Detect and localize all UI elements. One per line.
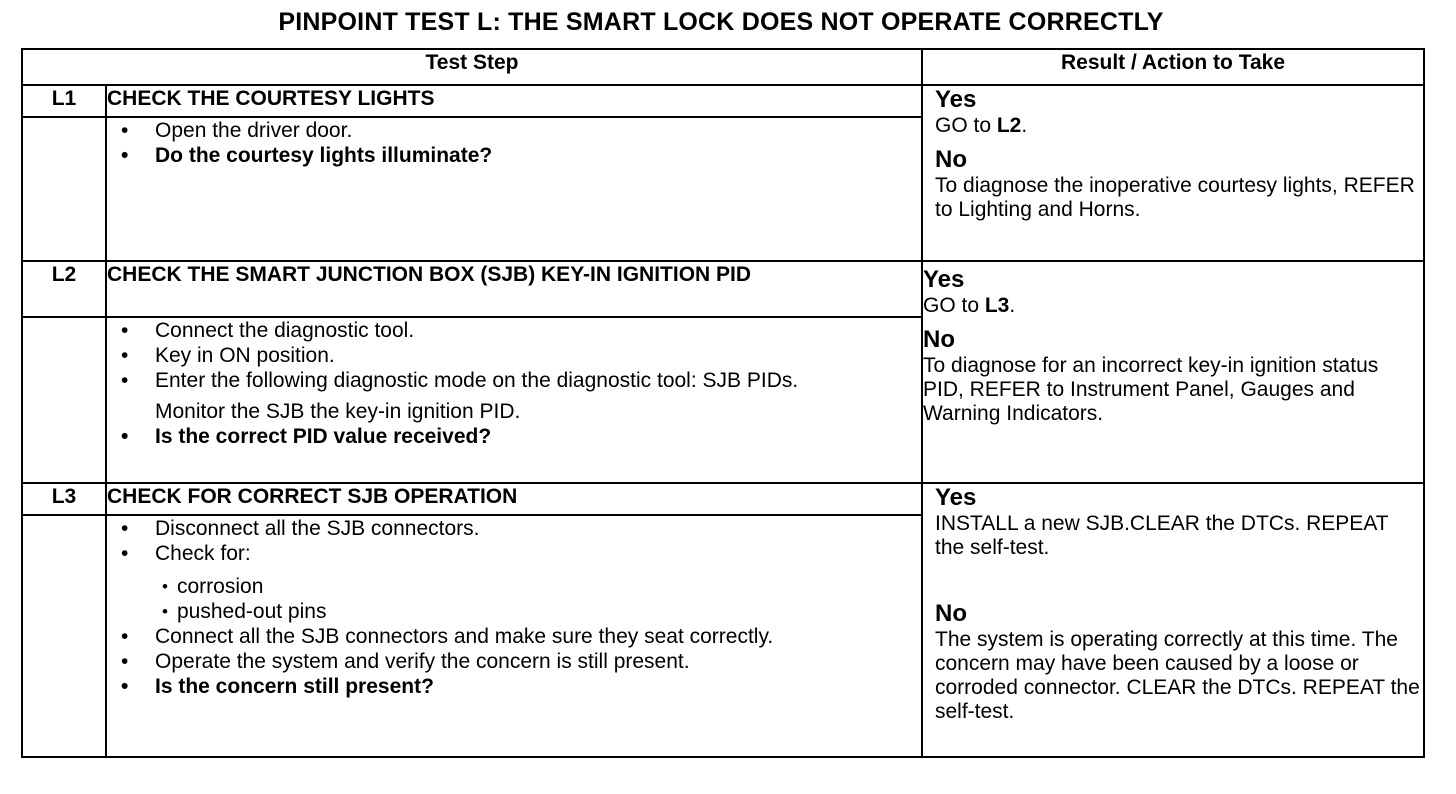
list-item-question: • Is the correct PID value received? xyxy=(107,424,921,449)
no-label: No xyxy=(935,600,967,627)
step-id: L3 xyxy=(22,483,106,515)
sub-list-item: • pushed-out pins xyxy=(107,599,921,624)
step-id-blank xyxy=(22,117,106,261)
step-body xyxy=(106,317,922,483)
no-action: To diagnose for an incorrect key-in ignition status PID, REFER to Instrument Panel, Gauges and Warning Indicators. xyxy=(923,354,1379,425)
step-note: Monitor the SJB the key-in ignition PID. xyxy=(155,400,521,423)
list-item-question: • Do the courtesy lights illuminate? xyxy=(107,143,921,168)
step-l3-title-row xyxy=(22,483,1424,515)
list-item: • Disconnect all the SJB connectors. xyxy=(107,516,921,541)
step-l1-result xyxy=(922,85,1424,261)
header-result-action: Result / Action to Take xyxy=(922,49,1424,85)
step-body xyxy=(106,515,922,757)
no-label: No xyxy=(923,326,955,353)
step-title: CHECK FOR CORRECT SJB OPERATION xyxy=(106,483,922,515)
list-item: • Connect all the SJB connectors and make sure they seat correctly. xyxy=(107,624,921,649)
yes-label: Yes xyxy=(935,86,977,113)
list-item: • Operate the system and verify the concern is still present. xyxy=(107,649,921,674)
no-label: No xyxy=(935,146,967,173)
step-id-blank xyxy=(22,317,106,483)
no-action: The system is operating correctly at this time. The concern may have been caused by a loose or corroded connector. CLEAR the DTCs. REPEAT the self-test. xyxy=(935,628,1420,723)
list-item: • Key in ON position. xyxy=(107,343,921,368)
no-action: To diagnose the inoperative courtesy lights, REFER to Lighting and Horns. xyxy=(935,174,1415,221)
yes-action-ref: L2 xyxy=(996,114,1022,137)
yes-action-text: GO to xyxy=(935,114,997,137)
yes-action: INSTALL a new SJB.CLEAR the DTCs. REPEAT the self-test. xyxy=(935,512,1389,559)
step-title: CHECK THE COURTESY LIGHTS xyxy=(106,85,922,117)
yes-label: Yes xyxy=(935,484,977,511)
yes-action-text: GO to xyxy=(923,294,985,317)
step-l3-result xyxy=(922,483,1424,757)
step-id: L2 xyxy=(22,261,106,317)
sub-list-item: • corrosion xyxy=(107,574,921,599)
step-l1-title-row xyxy=(22,85,1424,117)
yes-label: Yes xyxy=(923,266,965,293)
list-item: • Connect the diagnostic tool. xyxy=(107,318,921,343)
yes-action xyxy=(923,294,1423,318)
step-l2-title-row xyxy=(22,261,1424,317)
pinpoint-test-table xyxy=(21,48,1425,758)
list-item: • Check for: xyxy=(107,541,921,566)
yes-action xyxy=(935,114,1423,138)
step-id: L1 xyxy=(22,85,106,117)
yes-action-suffix: . xyxy=(1009,294,1016,317)
yes-action-suffix: . xyxy=(1021,114,1028,137)
step-id-blank xyxy=(22,515,106,757)
page-title: PINPOINT TEST L: THE SMART LOCK DOES NOT OPERATE CORRECTLY xyxy=(278,8,1164,36)
step-title: CHECK THE SMART JUNCTION BOX (SJB) KEY-IN IGNITION PID xyxy=(106,261,922,317)
step-l2-result xyxy=(922,261,1424,483)
step-body xyxy=(106,117,922,261)
list-item-question: • Is the concern still present? xyxy=(107,674,921,699)
list-item: • Enter the following diagnostic mode on the diagnostic tool: SJB PIDs. xyxy=(107,368,921,393)
header-test-step: Test Step xyxy=(22,49,922,85)
yes-action-ref: L3 xyxy=(984,294,1010,317)
list-item: • Open the driver door. xyxy=(107,118,921,143)
table-header-row xyxy=(22,49,1424,85)
